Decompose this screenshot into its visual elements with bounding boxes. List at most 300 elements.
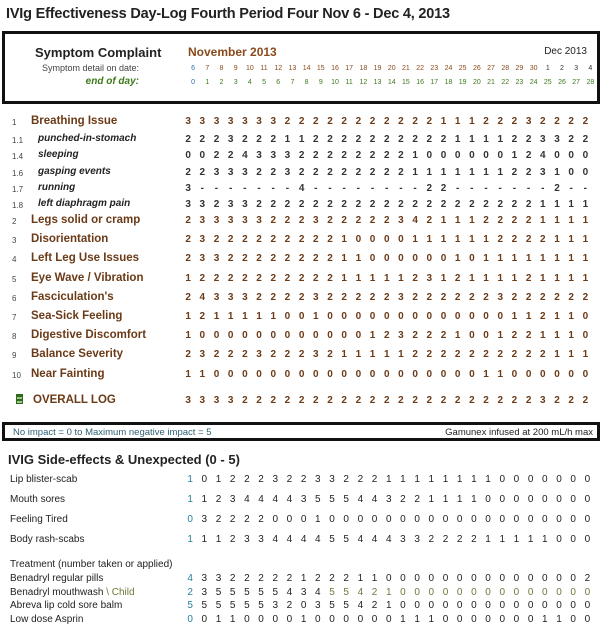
- value-cell: 5: [329, 494, 335, 505]
- value-cell: 2: [525, 167, 532, 178]
- value-cell: 1: [298, 134, 305, 145]
- value-cell: 0: [398, 369, 404, 380]
- value-cell: 2: [369, 167, 376, 178]
- value-cell: 3: [213, 253, 220, 264]
- date-cell: 16: [331, 65, 339, 72]
- value-cell: 2: [256, 167, 262, 178]
- month-november: November 2013: [188, 45, 277, 59]
- value-cell: 1: [568, 349, 574, 360]
- value-cell: 0: [369, 234, 376, 245]
- value-cell: 4: [286, 494, 293, 505]
- value-cell: 3: [313, 292, 319, 303]
- value-cell: 3: [213, 116, 220, 127]
- symptom-label: Near Fainting: [31, 368, 105, 380]
- symptom-label: Fasciculation's: [31, 291, 114, 303]
- date-cell: 22: [416, 65, 424, 72]
- value-cell: 4: [244, 494, 250, 505]
- value-cell: 1: [471, 474, 477, 485]
- value-cell: 2: [511, 330, 518, 341]
- value-cell: 0: [227, 330, 234, 341]
- value-cell: 3: [540, 134, 546, 145]
- value-cell: 2: [454, 199, 461, 210]
- value-cell: 0: [398, 234, 404, 245]
- value-cell: 2: [256, 234, 262, 245]
- row-number: 1.4: [12, 152, 24, 161]
- value-cell: 2: [284, 349, 291, 360]
- value-cell: 0: [556, 494, 562, 505]
- value-cell: 3: [540, 395, 546, 406]
- value-cell: 3: [272, 600, 278, 611]
- value-cell: 0: [584, 600, 591, 611]
- value-cell: 2: [341, 116, 347, 127]
- value-cell: 0: [570, 494, 576, 505]
- value-cell: 5: [244, 587, 250, 598]
- value-cell: 0: [383, 369, 390, 380]
- date-cell: 30: [529, 65, 538, 72]
- value-cell: 3: [199, 116, 206, 127]
- value-cell: 2: [244, 573, 250, 584]
- value-cell: 2: [185, 134, 191, 145]
- overall-values: [181, 395, 592, 406]
- value-cell: 1: [554, 330, 560, 341]
- value-cell: 2: [213, 134, 220, 145]
- value-cell: 2: [258, 573, 264, 584]
- value-cell: 1: [554, 215, 560, 226]
- date-cell: 4: [588, 65, 593, 72]
- value-cell: 0: [471, 600, 477, 611]
- value-cell: 3: [385, 494, 392, 505]
- value-cell: 0: [556, 514, 562, 525]
- value-cell: 2: [343, 474, 349, 485]
- value-cell: 1: [469, 273, 475, 284]
- value-cell: 1: [582, 215, 589, 226]
- value-cell: -: [356, 183, 361, 194]
- value-cell: 2: [426, 134, 433, 145]
- value-cell: 2: [229, 534, 236, 545]
- value-cell: 2: [213, 199, 220, 210]
- symptom-label: Left Leg Use Issues: [31, 252, 140, 264]
- value-cell: 2: [298, 150, 305, 161]
- value-cell: 2: [454, 292, 461, 303]
- date-cell: 25: [458, 65, 467, 72]
- value-cell: 1: [270, 311, 276, 322]
- value-cell: 0: [213, 369, 220, 380]
- value-cell: 2: [270, 167, 276, 178]
- value-cell: 2: [185, 215, 191, 226]
- scale-legend: No impact = 0 to Maximum negative impact = 5: [13, 427, 212, 438]
- value-cell: 3: [213, 292, 220, 303]
- value-cell: 1: [229, 614, 236, 625]
- value-cell: 2: [229, 474, 236, 485]
- value-cell: 2: [327, 349, 333, 360]
- value-cell: -: [569, 183, 573, 194]
- value-cell: 2: [511, 349, 518, 360]
- symptom-values: [181, 253, 592, 264]
- end-of-day-cell: 22: [501, 79, 510, 86]
- value-cell: 3: [426, 273, 433, 284]
- value-cell: 5: [329, 587, 335, 598]
- value-cell: 1: [412, 234, 418, 245]
- value-cell: 0: [513, 573, 520, 584]
- value-cell: 0: [412, 253, 418, 264]
- value-cell: 2: [242, 253, 248, 264]
- value-cell: 1: [369, 349, 376, 360]
- value-cell: 2: [270, 199, 276, 210]
- value-cell: 2: [298, 349, 305, 360]
- value-cell: 1: [412, 150, 418, 161]
- value-cell: 0: [497, 150, 503, 161]
- value-cell: 0: [527, 474, 534, 485]
- value-cell: 2: [284, 253, 291, 264]
- legend-box: [2, 422, 600, 441]
- value-cell: 0: [456, 600, 463, 611]
- value-cell: 0: [542, 573, 548, 584]
- value-cell: 4: [357, 534, 364, 545]
- value-cell: 0: [187, 514, 193, 525]
- value-cell: 1: [525, 311, 532, 322]
- value-cell: 2: [215, 494, 222, 505]
- value-cell: 2: [298, 273, 305, 284]
- value-cell: 0: [428, 514, 435, 525]
- date-cell: 1: [545, 65, 550, 72]
- value-cell: 0: [513, 474, 520, 485]
- symptom-label: Disorientation: [31, 233, 109, 245]
- value-cell: 5: [343, 587, 349, 598]
- value-cell: 2: [369, 134, 376, 145]
- value-cell: 2: [327, 234, 333, 245]
- value-cell: 2: [284, 215, 291, 226]
- value-cell: 2: [369, 150, 376, 161]
- value-cell: 2: [187, 587, 193, 598]
- value-cell: 0: [584, 494, 591, 505]
- value-cell: 3: [199, 199, 206, 210]
- value-cell: 0: [428, 573, 435, 584]
- value-cell: 2: [540, 116, 546, 127]
- value-cell: 2: [568, 134, 574, 145]
- value-cell: 1: [540, 273, 546, 284]
- value-cell: 4: [371, 494, 378, 505]
- date-cell: 21: [402, 65, 410, 72]
- side-effects-title: IVIG Side-effects & Unexpected (0 - 5): [8, 452, 240, 467]
- value-cell: 3: [270, 150, 276, 161]
- value-cell: 1: [568, 199, 574, 210]
- value-cell: 0: [485, 494, 491, 505]
- value-cell: 0: [570, 514, 576, 525]
- symptom-values: [181, 349, 592, 360]
- treatment-values: [183, 573, 594, 584]
- value-cell: 0: [511, 369, 518, 380]
- value-cell: 2: [497, 395, 503, 406]
- value-cell: 2: [426, 330, 433, 341]
- value-cell: 2: [440, 395, 447, 406]
- value-cell: 3: [284, 150, 291, 161]
- value-cell: 1: [582, 273, 589, 284]
- value-cell: 2: [383, 116, 390, 127]
- value-cell: 0: [582, 311, 589, 322]
- value-cell: 2: [244, 514, 250, 525]
- value-cell: 1: [185, 330, 191, 341]
- value-cell: 0: [554, 150, 560, 161]
- value-cell: 0: [556, 587, 562, 598]
- value-cell: 1: [428, 494, 435, 505]
- value-cell: 2: [525, 199, 532, 210]
- value-cell: 3: [227, 167, 234, 178]
- value-cell: 1: [568, 253, 574, 264]
- value-cell: 1: [542, 534, 548, 545]
- value-cell: 3: [414, 534, 420, 545]
- row-number: 1.8: [12, 201, 24, 210]
- value-cell: 3: [227, 134, 234, 145]
- date-cell: 8: [219, 65, 224, 72]
- value-cell: 2: [454, 273, 461, 284]
- value-cell: 2: [383, 167, 390, 178]
- value-cell: 4: [315, 534, 321, 545]
- symptom-label: Sea-Sick Feeling: [31, 310, 123, 322]
- value-cell: 2: [469, 395, 475, 406]
- symptom-label: Balance Severity: [31, 348, 124, 360]
- value-cell: 2: [242, 234, 248, 245]
- value-cell: 3: [300, 587, 307, 598]
- value-cell: 2: [355, 167, 362, 178]
- month-december: Dec 2013: [544, 46, 587, 57]
- value-cell: 0: [383, 234, 390, 245]
- end-of-day-cell: 13: [373, 79, 382, 86]
- value-cell: 0: [414, 600, 420, 611]
- value-cell: 0: [527, 494, 534, 505]
- treatment-label-text: Benadryl mouthwash: [10, 587, 104, 598]
- value-cell: 2: [284, 116, 291, 127]
- value-cell: 2: [256, 253, 262, 264]
- end-of-day-cell: 14: [387, 79, 396, 86]
- value-cell: 3: [242, 116, 248, 127]
- value-cell: 0: [485, 614, 491, 625]
- symptom-label: running: [38, 182, 76, 193]
- value-cell: 0: [442, 600, 449, 611]
- value-cell: 2: [398, 134, 404, 145]
- value-cell: 1: [440, 215, 447, 226]
- value-cell: 2: [286, 573, 293, 584]
- value-cell: 2: [426, 199, 433, 210]
- symptom-values: [181, 215, 592, 226]
- value-cell: 0: [542, 514, 548, 525]
- value-cell: 2: [454, 395, 461, 406]
- value-cell: 5: [343, 600, 349, 611]
- value-cell: 2: [371, 474, 378, 485]
- value-cell: -: [243, 183, 247, 194]
- value-cell: 1: [568, 311, 574, 322]
- value-cell: 2: [412, 116, 418, 127]
- value-cell: 2: [199, 167, 206, 178]
- value-cell: 4: [385, 534, 392, 545]
- value-cell: 0: [412, 311, 418, 322]
- symptom-label: Digestive Discomfort: [31, 329, 147, 341]
- value-cell: 1: [483, 234, 489, 245]
- value-cell: 2: [242, 273, 248, 284]
- value-cell: 2: [383, 292, 390, 303]
- value-cell: 2: [383, 199, 390, 210]
- value-cell: 0: [542, 494, 548, 505]
- date-cell: 20: [387, 65, 396, 72]
- date-cell: 23: [430, 65, 439, 72]
- row-number: 5: [12, 275, 17, 284]
- value-cell: -: [526, 183, 531, 194]
- value-cell: 1: [556, 614, 562, 625]
- value-cell: 2: [398, 150, 404, 161]
- value-cell: 2: [242, 134, 248, 145]
- value-cell: 0: [485, 514, 491, 525]
- value-cell: 1: [527, 534, 534, 545]
- value-cell: 3: [199, 349, 206, 360]
- value-cell: 3: [227, 292, 234, 303]
- value-cell: 1: [497, 330, 503, 341]
- value-cell: 1: [568, 234, 574, 245]
- value-cell: 0: [542, 474, 548, 485]
- value-cell: 1: [201, 494, 208, 505]
- value-cell: 2: [286, 600, 293, 611]
- value-cell: 2: [284, 292, 291, 303]
- value-cell: 2: [426, 183, 433, 194]
- value-cell: 3: [315, 600, 321, 611]
- value-cell: 4: [412, 215, 418, 226]
- value-cell: 0: [540, 369, 546, 380]
- value-cell: 2: [227, 150, 234, 161]
- value-cell: 2: [327, 215, 333, 226]
- value-cell: 5: [229, 600, 236, 611]
- value-cell: 1: [582, 234, 589, 245]
- value-cell: 2: [582, 395, 589, 406]
- value-cell: 2: [412, 199, 418, 210]
- value-cell: 4: [357, 587, 364, 598]
- value-cell: 4: [315, 587, 321, 598]
- symptom-values: [181, 183, 592, 194]
- value-cell: 2: [341, 215, 347, 226]
- value-cell: 2: [582, 116, 589, 127]
- date-cell: 28: [501, 65, 510, 72]
- value-cell: 2: [426, 349, 433, 360]
- value-cell: 3: [300, 494, 307, 505]
- value-cell: 4: [187, 573, 193, 584]
- value-cell: 0: [499, 494, 505, 505]
- value-cell: 2: [341, 134, 347, 145]
- value-cell: 2: [213, 150, 220, 161]
- value-cell: 3: [244, 534, 250, 545]
- end-of-day-cell: 16: [416, 79, 424, 86]
- value-cell: 0: [440, 311, 447, 322]
- value-cell: 5: [329, 600, 335, 611]
- value-cell: 0: [527, 587, 534, 598]
- value-cell: 1: [355, 349, 362, 360]
- value-cell: 1: [483, 167, 489, 178]
- value-cell: 2: [426, 116, 433, 127]
- value-cell: 2: [258, 474, 264, 485]
- value-cell: 1: [400, 614, 406, 625]
- value-cell: 0: [456, 587, 463, 598]
- value-cell: 3: [227, 199, 234, 210]
- end-of-day-cell: 28: [586, 79, 595, 86]
- value-cell: 1: [355, 273, 362, 284]
- value-cell: 2: [426, 395, 433, 406]
- value-cell: 3: [201, 514, 208, 525]
- date-cell: 29: [515, 65, 524, 72]
- value-cell: 3: [229, 494, 236, 505]
- end-of-day-cell: 27: [572, 79, 581, 86]
- value-cell: 1: [483, 253, 489, 264]
- value-cell: 4: [371, 534, 378, 545]
- value-cell: 2: [185, 292, 191, 303]
- treatment-label-text: Abreva lip cold sore balm: [10, 600, 123, 611]
- value-cell: 2: [270, 292, 276, 303]
- treatment-label-suffix: \ Child: [106, 587, 135, 598]
- value-cell: 5: [272, 587, 278, 598]
- end-of-day-cell: 20: [472, 79, 481, 86]
- value-cell: 2: [199, 273, 206, 284]
- value-cell: 4: [357, 600, 364, 611]
- symptom-values: [181, 330, 592, 341]
- value-cell: 0: [568, 150, 574, 161]
- value-cell: 2: [357, 474, 364, 485]
- value-cell: 0: [454, 311, 461, 322]
- date-cell: 6: [191, 65, 196, 72]
- value-cell: 0: [485, 573, 491, 584]
- value-cell: 0: [471, 614, 477, 625]
- value-cell: 1: [313, 311, 319, 322]
- value-cell: 0: [201, 614, 208, 625]
- value-cell: 2: [341, 167, 347, 178]
- value-cell: 3: [242, 199, 248, 210]
- value-cell: -: [413, 183, 417, 194]
- value-cell: 0: [471, 573, 477, 584]
- value-cell: 1: [355, 253, 362, 264]
- value-cell: 1: [369, 330, 376, 341]
- value-cell: 0: [513, 587, 520, 598]
- value-cell: 1: [454, 116, 461, 127]
- value-cell: 1: [442, 474, 449, 485]
- value-cell: 0: [369, 311, 376, 322]
- value-cell: 2: [258, 514, 264, 525]
- value-cell: 2: [383, 134, 390, 145]
- value-cell: 2: [270, 349, 276, 360]
- symptom-values: [181, 234, 592, 245]
- date-cell: 24: [444, 65, 453, 72]
- value-cell: 2: [313, 273, 319, 284]
- value-cell: 0: [442, 587, 449, 598]
- symptom-values: [181, 292, 592, 303]
- symptom-values: [181, 134, 592, 145]
- value-cell: 3: [227, 215, 234, 226]
- value-cell: 1: [497, 369, 503, 380]
- value-cell: 0: [400, 573, 406, 584]
- value-cell: 3: [313, 349, 319, 360]
- value-cell: -: [257, 183, 261, 194]
- value-cell: 1: [440, 167, 447, 178]
- value-cell: 5: [187, 600, 193, 611]
- value-cell: 1: [213, 311, 220, 322]
- value-cell: 2: [511, 292, 518, 303]
- value-cell: 2: [256, 292, 262, 303]
- value-cell: -: [214, 183, 219, 194]
- value-cell: 0: [454, 150, 461, 161]
- value-cell: 1: [568, 330, 574, 341]
- value-cell: 0: [442, 573, 449, 584]
- value-cell: 0: [442, 614, 449, 625]
- value-cell: 1: [215, 614, 222, 625]
- value-cell: 2: [483, 349, 489, 360]
- value-cell: 0: [227, 369, 234, 380]
- end-of-day-row: [186, 79, 597, 86]
- value-cell: 1: [215, 534, 222, 545]
- treatment-label-text: Benadryl regular pills: [10, 573, 104, 584]
- value-cell: 2: [454, 349, 461, 360]
